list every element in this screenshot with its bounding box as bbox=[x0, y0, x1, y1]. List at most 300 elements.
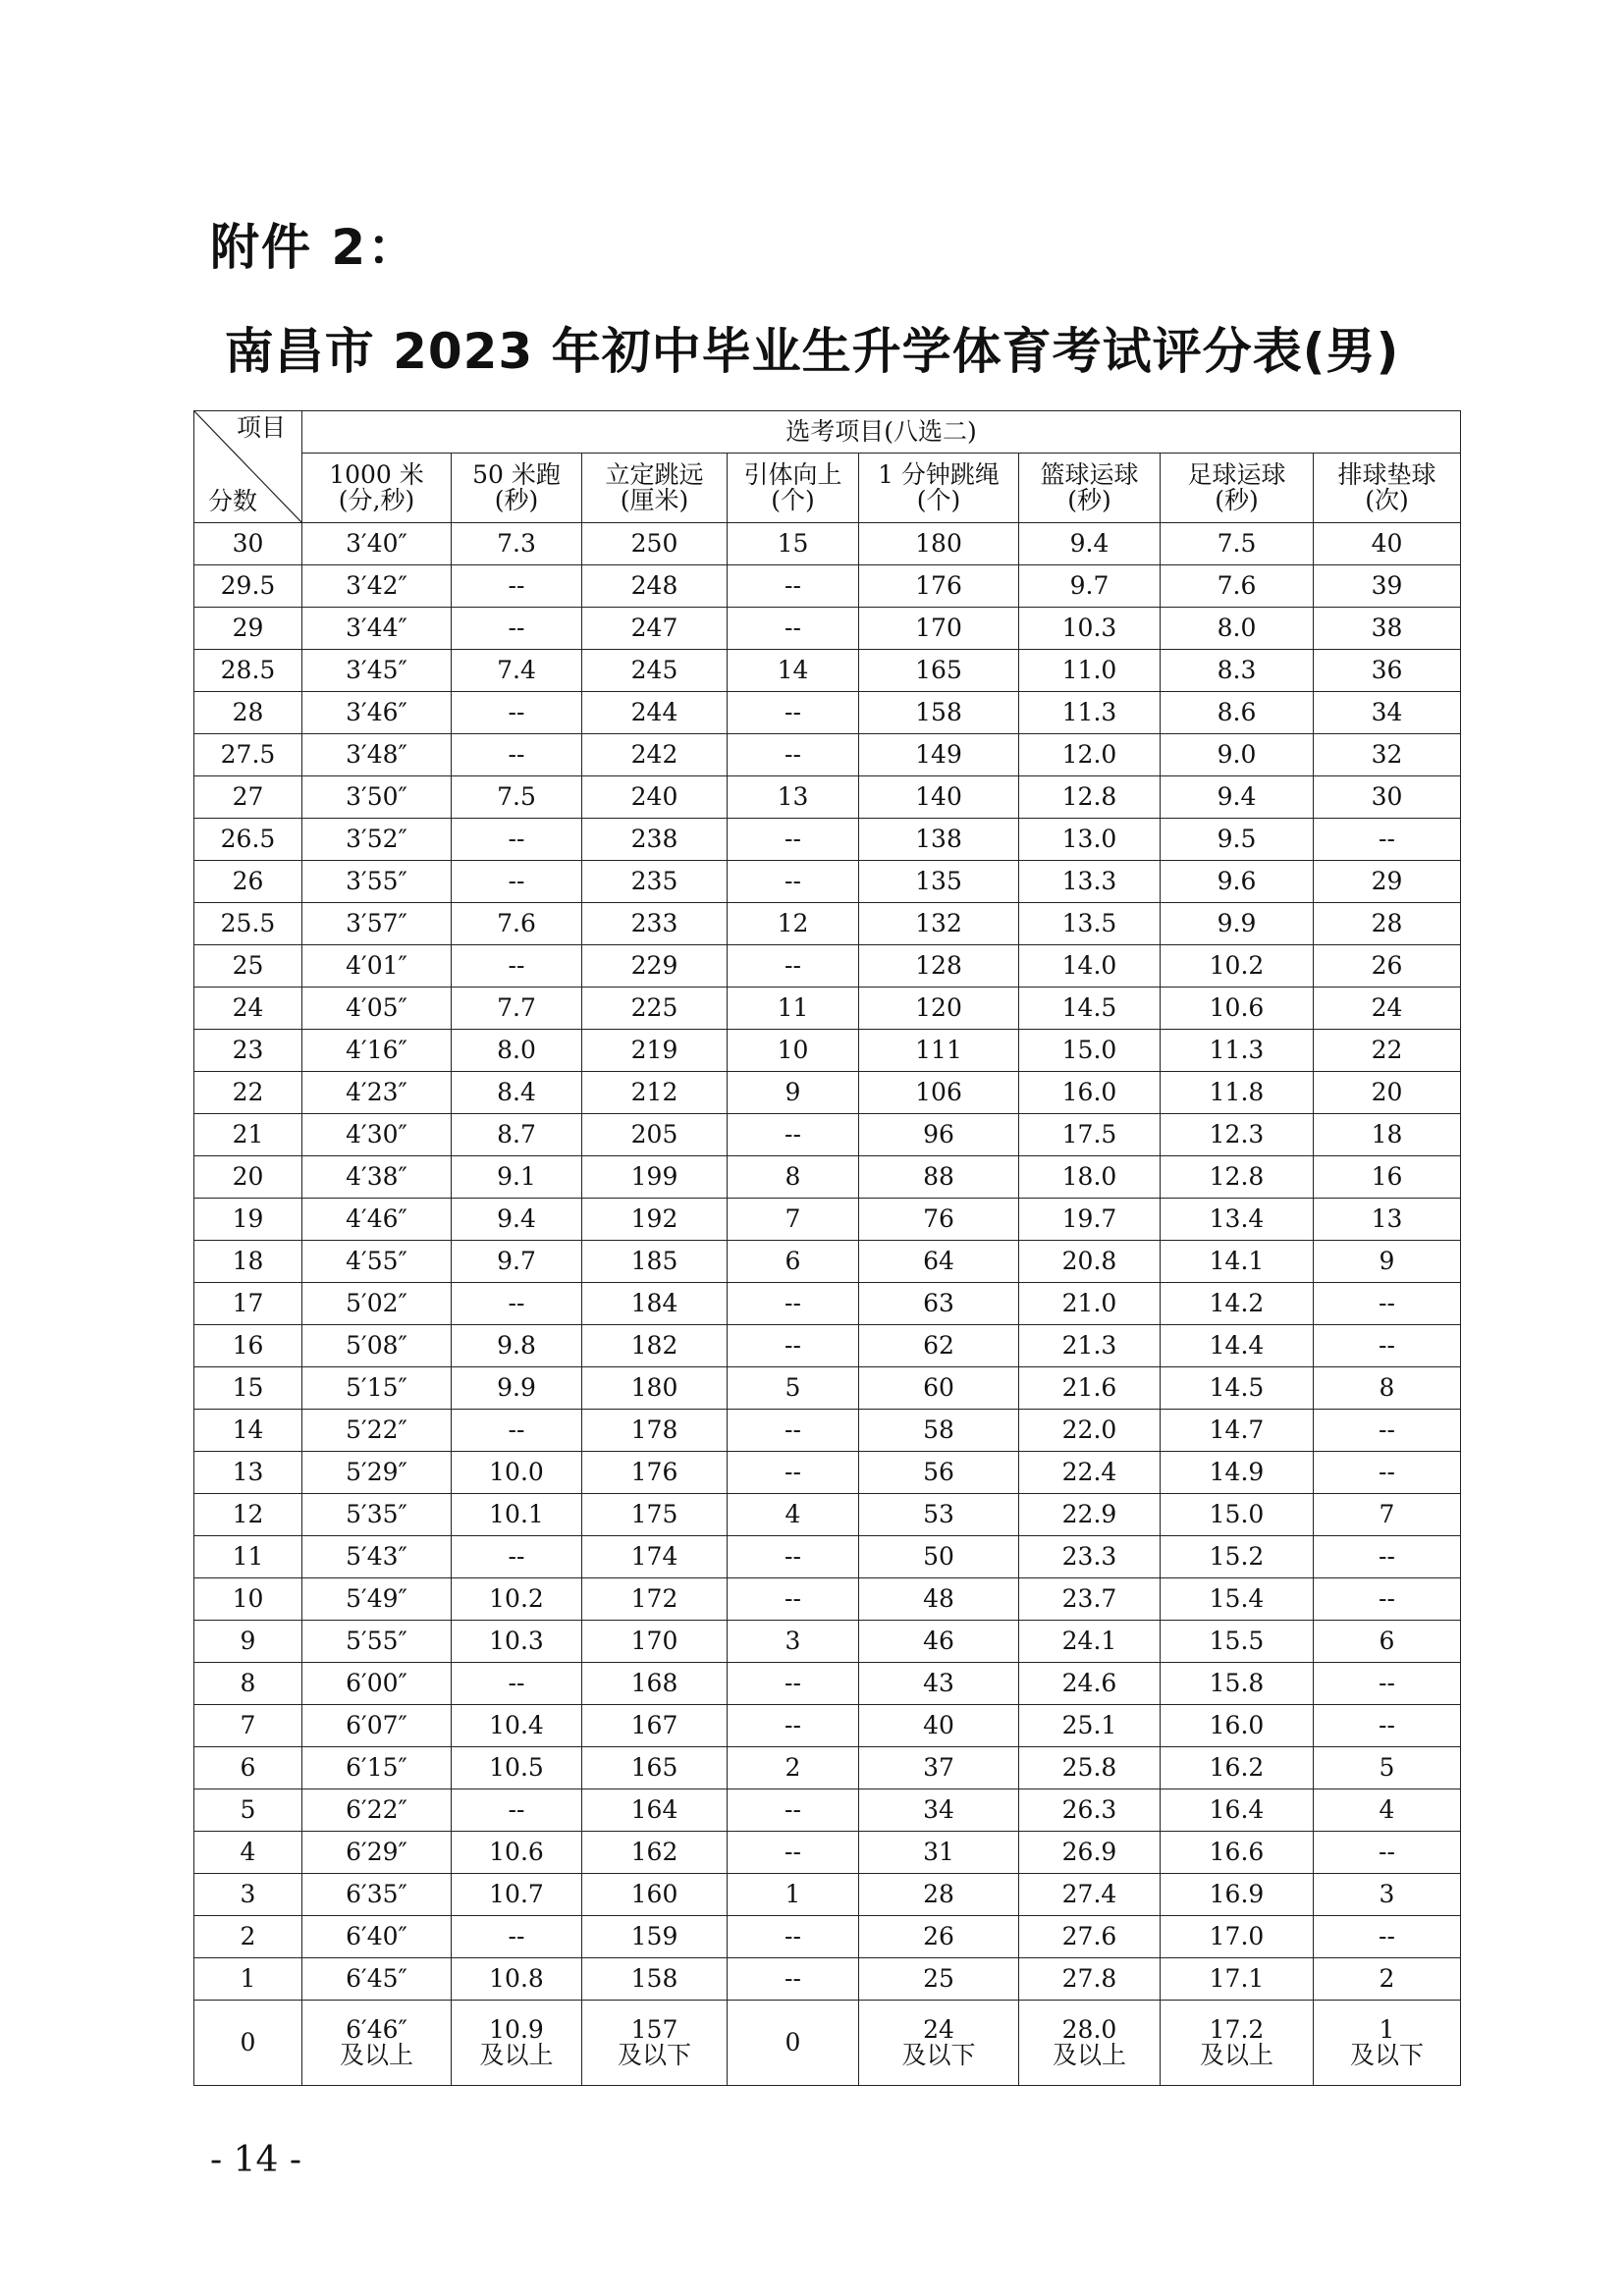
score-cell: 17 bbox=[194, 1283, 302, 1325]
score-table bbox=[193, 410, 1461, 2086]
table-cell: 27.6 bbox=[1019, 1916, 1161, 1958]
table-cell: -- bbox=[728, 1832, 859, 1874]
table-cell: 14.4 bbox=[1161, 1325, 1314, 1367]
table-cell: 5′49″ bbox=[302, 1578, 452, 1621]
table-cell: 16.6 bbox=[1161, 1832, 1314, 1874]
table-cell: 21.3 bbox=[1019, 1325, 1161, 1367]
table-cell: 120 bbox=[859, 988, 1019, 1030]
table-cell: 176 bbox=[859, 565, 1019, 608]
table-cell: 7 bbox=[1314, 1494, 1461, 1536]
score-cell: 7 bbox=[194, 1705, 302, 1747]
table-cell: 6′07″ bbox=[302, 1705, 452, 1747]
table-cell: 58 bbox=[859, 1410, 1019, 1452]
table-cell: 3 bbox=[728, 1621, 859, 1663]
table-cell: -- bbox=[1314, 1578, 1461, 1621]
table-cell: 182 bbox=[582, 1325, 728, 1367]
score-cell: 26 bbox=[194, 861, 302, 903]
table-cell: 26.9 bbox=[1019, 1832, 1161, 1874]
table-cell: -- bbox=[728, 1452, 859, 1494]
table-cell: 25.1 bbox=[1019, 1705, 1161, 1747]
table-cell bbox=[452, 2001, 582, 2086]
table-row bbox=[194, 1283, 1461, 1325]
cell-value: 0 bbox=[240, 2027, 256, 2056]
table-cell: 14.5 bbox=[1161, 1367, 1314, 1410]
table-cell: 27.4 bbox=[1019, 1874, 1161, 1916]
table-cell: 3′52″ bbox=[302, 819, 452, 861]
table-cell: 25 bbox=[859, 1958, 1019, 2001]
cell-value: 28.0 bbox=[1061, 2014, 1117, 2044]
table-cell: 22 bbox=[1314, 1030, 1461, 1072]
table-row bbox=[194, 1663, 1461, 1705]
table-cell: 8.0 bbox=[1161, 608, 1314, 650]
table-cell: 88 bbox=[859, 1156, 1019, 1199]
cell-note: 及以下 bbox=[901, 2041, 976, 2069]
table-cell: 76 bbox=[859, 1199, 1019, 1241]
table-cell: 53 bbox=[859, 1494, 1019, 1536]
table-cell: 5′15″ bbox=[302, 1367, 452, 1410]
table-cell: 4′46″ bbox=[302, 1199, 452, 1241]
table-cell: 170 bbox=[859, 608, 1019, 650]
table-cell: 12.0 bbox=[1019, 734, 1161, 776]
table-cell: -- bbox=[728, 608, 859, 650]
table-row bbox=[194, 608, 1461, 650]
table-cell: 233 bbox=[582, 903, 728, 945]
table-cell: 8 bbox=[1314, 1367, 1461, 1410]
score-cell: 20 bbox=[194, 1156, 302, 1199]
table-cell: 9.7 bbox=[452, 1241, 582, 1283]
table-row bbox=[194, 1494, 1461, 1536]
table-row bbox=[194, 1072, 1461, 1114]
table-cell: -- bbox=[728, 565, 859, 608]
table-cell: -- bbox=[728, 692, 859, 734]
table-row bbox=[194, 1578, 1461, 1621]
page-number: - 14 - bbox=[210, 2140, 302, 2180]
table-cell: 18.0 bbox=[1019, 1156, 1161, 1199]
table-cell: 158 bbox=[859, 692, 1019, 734]
table-cell: 16.9 bbox=[1161, 1874, 1314, 1916]
table-cell: -- bbox=[728, 1325, 859, 1367]
table-cell: 3′57″ bbox=[302, 903, 452, 945]
corner-label-score: 分数 bbox=[208, 486, 258, 515]
table-cell: 9 bbox=[728, 1072, 859, 1114]
table-cell: 40 bbox=[1314, 523, 1461, 565]
table-cell: 212 bbox=[582, 1072, 728, 1114]
table-cell: 20 bbox=[1314, 1072, 1461, 1114]
cell-value: 1 bbox=[1379, 2014, 1395, 2044]
table-cell: 247 bbox=[582, 608, 728, 650]
score-cell: 4 bbox=[194, 1832, 302, 1874]
table-cell: -- bbox=[452, 734, 582, 776]
table-cell: 24.1 bbox=[1019, 1621, 1161, 1663]
table-cell: 175 bbox=[582, 1494, 728, 1536]
column-header-name: 引体向上 bbox=[743, 459, 842, 489]
score-cell: 9 bbox=[194, 1621, 302, 1663]
table-cell: 11 bbox=[728, 988, 859, 1030]
table-cell: 36 bbox=[1314, 650, 1461, 692]
table-row bbox=[194, 861, 1461, 903]
table-cell: 138 bbox=[859, 819, 1019, 861]
column-header-row bbox=[194, 454, 1461, 523]
table-cell: 14.1 bbox=[1161, 1241, 1314, 1283]
table-row bbox=[194, 1325, 1461, 1367]
table-cell: 9.7 bbox=[1019, 565, 1161, 608]
table-cell: 111 bbox=[859, 1030, 1019, 1072]
score-cell: 23 bbox=[194, 1030, 302, 1072]
table-cell: 128 bbox=[859, 945, 1019, 988]
table-cell: 5′22″ bbox=[302, 1410, 452, 1452]
table-cell: 13 bbox=[728, 776, 859, 819]
table-cell: 13.4 bbox=[1161, 1199, 1314, 1241]
table-cell: 178 bbox=[582, 1410, 728, 1452]
table-cell: 4′55″ bbox=[302, 1241, 452, 1283]
table-cell: 10.0 bbox=[452, 1452, 582, 1494]
table-cell: -- bbox=[728, 1578, 859, 1621]
table-cell: -- bbox=[728, 1536, 859, 1578]
table-cell: 162 bbox=[582, 1832, 728, 1874]
table-cell: 23.3 bbox=[1019, 1536, 1161, 1578]
table-cell: -- bbox=[728, 734, 859, 776]
table-cell: -- bbox=[1314, 1410, 1461, 1452]
table-cell: -- bbox=[452, 1536, 582, 1578]
table-cell: 21.6 bbox=[1019, 1367, 1161, 1410]
table-cell: -- bbox=[1314, 1325, 1461, 1367]
table-cell: 1 bbox=[728, 1874, 859, 1916]
score-cell: 18 bbox=[194, 1241, 302, 1283]
table-cell: 9.9 bbox=[452, 1367, 582, 1410]
table-cell: 24 bbox=[1314, 988, 1461, 1030]
table-cell: -- bbox=[452, 819, 582, 861]
table-cell: 5′43″ bbox=[302, 1536, 452, 1578]
table-cell: -- bbox=[728, 1283, 859, 1325]
table-cell: 135 bbox=[859, 861, 1019, 903]
table-row bbox=[194, 945, 1461, 988]
table-cell: 8.6 bbox=[1161, 692, 1314, 734]
table-cell: 14.0 bbox=[1019, 945, 1161, 988]
table-cell: 50 bbox=[859, 1536, 1019, 1578]
table-cell: 21.0 bbox=[1019, 1283, 1161, 1325]
column-header-name: 立定跳远 bbox=[605, 459, 704, 489]
table-cell: 10.4 bbox=[452, 1705, 582, 1747]
table-cell bbox=[302, 2001, 452, 2086]
table-cell: 14.2 bbox=[1161, 1283, 1314, 1325]
table-cell: 28 bbox=[1314, 903, 1461, 945]
table-cell: 245 bbox=[582, 650, 728, 692]
table-cell: -- bbox=[452, 1916, 582, 1958]
table-cell: -- bbox=[452, 608, 582, 650]
table-cell: 7.5 bbox=[1161, 523, 1314, 565]
table-cell: 5′35″ bbox=[302, 1494, 452, 1536]
table-cell: -- bbox=[452, 1283, 582, 1325]
score-cell: 16 bbox=[194, 1325, 302, 1367]
score-cell: 24 bbox=[194, 988, 302, 1030]
table-cell: 167 bbox=[582, 1705, 728, 1747]
table-cell: 15.0 bbox=[1019, 1030, 1161, 1072]
table-cell: 3′55″ bbox=[302, 861, 452, 903]
table-cell: 26 bbox=[859, 1916, 1019, 1958]
table-cell: 10.2 bbox=[1161, 945, 1314, 988]
table-cell: 16.4 bbox=[1161, 1789, 1314, 1832]
table-cell: -- bbox=[452, 1789, 582, 1832]
table-cell: 7.5 bbox=[452, 776, 582, 819]
table-cell: 164 bbox=[582, 1789, 728, 1832]
table-row bbox=[194, 1916, 1461, 1958]
cell-value: 157 bbox=[630, 2014, 678, 2044]
cell-value: 10.9 bbox=[489, 2014, 544, 2044]
table-cell: 96 bbox=[859, 1114, 1019, 1156]
column-header-unit: (秒) bbox=[1067, 486, 1111, 514]
score-cell: 22 bbox=[194, 1072, 302, 1114]
table-cell: 6′00″ bbox=[302, 1663, 452, 1705]
table-cell: 10.7 bbox=[452, 1874, 582, 1916]
table-cell: -- bbox=[1314, 1536, 1461, 1578]
table-cell: 3′48″ bbox=[302, 734, 452, 776]
score-cell: 29.5 bbox=[194, 565, 302, 608]
table-row bbox=[194, 1621, 1461, 1663]
table-cell: 15.0 bbox=[1161, 1494, 1314, 1536]
table-cell: 34 bbox=[1314, 692, 1461, 734]
table-cell: -- bbox=[1314, 1663, 1461, 1705]
table-cell: 19.7 bbox=[1019, 1199, 1161, 1241]
table-cell: -- bbox=[452, 1410, 582, 1452]
table-cell: 17.5 bbox=[1019, 1114, 1161, 1156]
table-cell: 14.7 bbox=[1161, 1410, 1314, 1452]
column-header-name: 1000 米 bbox=[329, 459, 424, 489]
table-cell: 10.3 bbox=[452, 1621, 582, 1663]
table-cell: 6′45″ bbox=[302, 1958, 452, 2001]
table-cell: 199 bbox=[582, 1156, 728, 1199]
column-header-unit: (个) bbox=[771, 486, 815, 514]
group-header: 选考项目(八选二) bbox=[302, 411, 1461, 454]
table-row bbox=[194, 1030, 1461, 1072]
table-cell: 10 bbox=[728, 1030, 859, 1072]
table-cell: 7.7 bbox=[452, 988, 582, 1030]
score-cell: 27.5 bbox=[194, 734, 302, 776]
table-cell: 9.4 bbox=[1161, 776, 1314, 819]
table-cell: 6 bbox=[728, 1241, 859, 1283]
table-cell: 250 bbox=[582, 523, 728, 565]
table-cell: 185 bbox=[582, 1241, 728, 1283]
table-cell: 9.5 bbox=[1161, 819, 1314, 861]
table-row bbox=[194, 1156, 1461, 1199]
table-cell: -- bbox=[452, 565, 582, 608]
score-cell: 15 bbox=[194, 1367, 302, 1410]
column-header-name: 足球运球 bbox=[1187, 459, 1286, 489]
table-cell: 235 bbox=[582, 861, 728, 903]
table-cell: 26.3 bbox=[1019, 1789, 1161, 1832]
table-row bbox=[194, 734, 1461, 776]
table-cell: 11.0 bbox=[1019, 650, 1161, 692]
table-cell: 13.5 bbox=[1019, 903, 1161, 945]
table-cell: 170 bbox=[582, 1621, 728, 1663]
table-cell: 9.8 bbox=[452, 1325, 582, 1367]
table-cell: 63 bbox=[859, 1283, 1019, 1325]
column-header bbox=[728, 454, 859, 523]
attachment-label: 附件 2： bbox=[210, 219, 419, 276]
score-cell: 12 bbox=[194, 1494, 302, 1536]
table-cell: 12 bbox=[728, 903, 859, 945]
column-header bbox=[859, 454, 1019, 523]
score-cell: 11 bbox=[194, 1536, 302, 1578]
column-header-unit: (秒) bbox=[494, 486, 539, 514]
score-cell: 2 bbox=[194, 1916, 302, 1958]
score-cell: 5 bbox=[194, 1789, 302, 1832]
table-cell: 4′01″ bbox=[302, 945, 452, 988]
table-cell: 219 bbox=[582, 1030, 728, 1072]
table-cell: 16 bbox=[1314, 1156, 1461, 1199]
table-cell: 172 bbox=[582, 1578, 728, 1621]
table-row-last bbox=[194, 2001, 1461, 2086]
table-cell: 7 bbox=[728, 1199, 859, 1241]
table-cell: 4′38″ bbox=[302, 1156, 452, 1199]
table-cell: 158 bbox=[582, 1958, 728, 2001]
table-cell bbox=[728, 2001, 859, 2086]
table-cell: 24.6 bbox=[1019, 1663, 1161, 1705]
table-cell: 180 bbox=[859, 523, 1019, 565]
score-cell: 25.5 bbox=[194, 903, 302, 945]
table-cell: 10.5 bbox=[452, 1747, 582, 1789]
table-cell: 9.1 bbox=[452, 1156, 582, 1199]
table-cell: -- bbox=[728, 1789, 859, 1832]
column-header-unit: (秒) bbox=[1215, 486, 1259, 514]
table-cell: -- bbox=[728, 819, 859, 861]
score-cell: 3 bbox=[194, 1874, 302, 1916]
table-row bbox=[194, 1199, 1461, 1241]
table-row bbox=[194, 903, 1461, 945]
table-cell: 7.6 bbox=[452, 903, 582, 945]
cell-value: 6′46″ bbox=[346, 2014, 407, 2044]
table-cell: 48 bbox=[859, 1578, 1019, 1621]
table-cell: 43 bbox=[859, 1663, 1019, 1705]
table-cell: 16.2 bbox=[1161, 1747, 1314, 1789]
table-cell: -- bbox=[1314, 1705, 1461, 1747]
table-cell: 15 bbox=[728, 523, 859, 565]
table-cell: 13.0 bbox=[1019, 819, 1161, 861]
table-cell: 8.0 bbox=[452, 1030, 582, 1072]
table-cell: 13.3 bbox=[1019, 861, 1161, 903]
table-cell: -- bbox=[728, 1114, 859, 1156]
score-cell: 19 bbox=[194, 1199, 302, 1241]
table-cell: 248 bbox=[582, 565, 728, 608]
table-row bbox=[194, 1874, 1461, 1916]
table-row bbox=[194, 1705, 1461, 1747]
table-cell: 4 bbox=[728, 1494, 859, 1536]
table-cell: 180 bbox=[582, 1367, 728, 1410]
column-header bbox=[1161, 454, 1314, 523]
table-cell: 64 bbox=[859, 1241, 1019, 1283]
table-cell: 6′40″ bbox=[302, 1916, 452, 1958]
table-cell bbox=[1161, 2001, 1314, 2086]
table-cell: 5′55″ bbox=[302, 1621, 452, 1663]
table-cell: 28 bbox=[859, 1874, 1019, 1916]
table-cell: -- bbox=[728, 1705, 859, 1747]
table-cell: 30 bbox=[1314, 776, 1461, 819]
table-cell: 106 bbox=[859, 1072, 1019, 1114]
table-row bbox=[194, 988, 1461, 1030]
table-cell: 5′08″ bbox=[302, 1325, 452, 1367]
table-cell: -- bbox=[728, 1410, 859, 1452]
table-cell: 25.8 bbox=[1019, 1747, 1161, 1789]
table-cell: 6′29″ bbox=[302, 1832, 452, 1874]
page-title: 南昌市 2023 年初中毕业生升学体育考试评分表(男) bbox=[224, 323, 1400, 380]
table-cell: 2 bbox=[1314, 1958, 1461, 2001]
score-cell: 1 bbox=[194, 1958, 302, 2001]
table-cell: 3′44″ bbox=[302, 608, 452, 650]
table-cell: 10.1 bbox=[452, 1494, 582, 1536]
table-cell: 6 bbox=[1314, 1621, 1461, 1663]
score-cell: 26.5 bbox=[194, 819, 302, 861]
corner-header-cell bbox=[194, 411, 302, 523]
table-cell: 4′05″ bbox=[302, 988, 452, 1030]
table-cell: 6′22″ bbox=[302, 1789, 452, 1832]
score-cell: 28.5 bbox=[194, 650, 302, 692]
table-cell: 9.9 bbox=[1161, 903, 1314, 945]
table-cell: 8 bbox=[728, 1156, 859, 1199]
table-cell: -- bbox=[728, 861, 859, 903]
table-cell: 240 bbox=[582, 776, 728, 819]
table-cell: 8.3 bbox=[1161, 650, 1314, 692]
table-cell: 15.2 bbox=[1161, 1536, 1314, 1578]
column-header-name: 1 分钟跳绳 bbox=[878, 459, 1000, 489]
table-cell: 9.6 bbox=[1161, 861, 1314, 903]
table-cell: 229 bbox=[582, 945, 728, 988]
table-row bbox=[194, 1367, 1461, 1410]
table-cell: 9.4 bbox=[452, 1199, 582, 1241]
table-cell bbox=[1314, 2001, 1461, 2086]
table-cell: 5 bbox=[1314, 1747, 1461, 1789]
table-cell: 242 bbox=[582, 734, 728, 776]
table-cell: -- bbox=[728, 945, 859, 988]
table-cell: 8.4 bbox=[452, 1072, 582, 1114]
table-cell: -- bbox=[1314, 1916, 1461, 1958]
table-cell: 31 bbox=[859, 1832, 1019, 1874]
table-cell: 132 bbox=[859, 903, 1019, 945]
table-row bbox=[194, 692, 1461, 734]
score-cell: 28 bbox=[194, 692, 302, 734]
table-cell: 9.4 bbox=[1019, 523, 1161, 565]
table-cell: 17.0 bbox=[1161, 1916, 1314, 1958]
table-cell: 5′29″ bbox=[302, 1452, 452, 1494]
table-cell: 11.3 bbox=[1161, 1030, 1314, 1072]
table-cell: 2 bbox=[728, 1747, 859, 1789]
table-cell: 23.7 bbox=[1019, 1578, 1161, 1621]
table-cell: 38 bbox=[1314, 608, 1461, 650]
table-row bbox=[194, 1410, 1461, 1452]
table-cell: 12.8 bbox=[1161, 1156, 1314, 1199]
table-cell: -- bbox=[452, 861, 582, 903]
table-cell: 11.3 bbox=[1019, 692, 1161, 734]
table-cell: 10.8 bbox=[452, 1958, 582, 2001]
cell-note: 及以上 bbox=[1199, 2041, 1273, 2069]
table-row bbox=[194, 1114, 1461, 1156]
table-row bbox=[194, 523, 1461, 565]
table-cell: 18 bbox=[1314, 1114, 1461, 1156]
cell-value: 24 bbox=[923, 2014, 954, 2044]
table-cell: 26 bbox=[1314, 945, 1461, 988]
table-cell: 37 bbox=[859, 1747, 1019, 1789]
score-cell: 30 bbox=[194, 523, 302, 565]
table-cell: 16.0 bbox=[1161, 1705, 1314, 1747]
table-cell: 11.8 bbox=[1161, 1072, 1314, 1114]
table-cell: 15.4 bbox=[1161, 1578, 1314, 1621]
column-header-name: 50 米跑 bbox=[472, 459, 561, 489]
table-row bbox=[194, 1536, 1461, 1578]
column-header-name: 篮球运球 bbox=[1040, 459, 1139, 489]
table-cell: 140 bbox=[859, 776, 1019, 819]
table-cell: -- bbox=[452, 945, 582, 988]
table-cell: 62 bbox=[859, 1325, 1019, 1367]
table-row bbox=[194, 776, 1461, 819]
table-row bbox=[194, 1832, 1461, 1874]
